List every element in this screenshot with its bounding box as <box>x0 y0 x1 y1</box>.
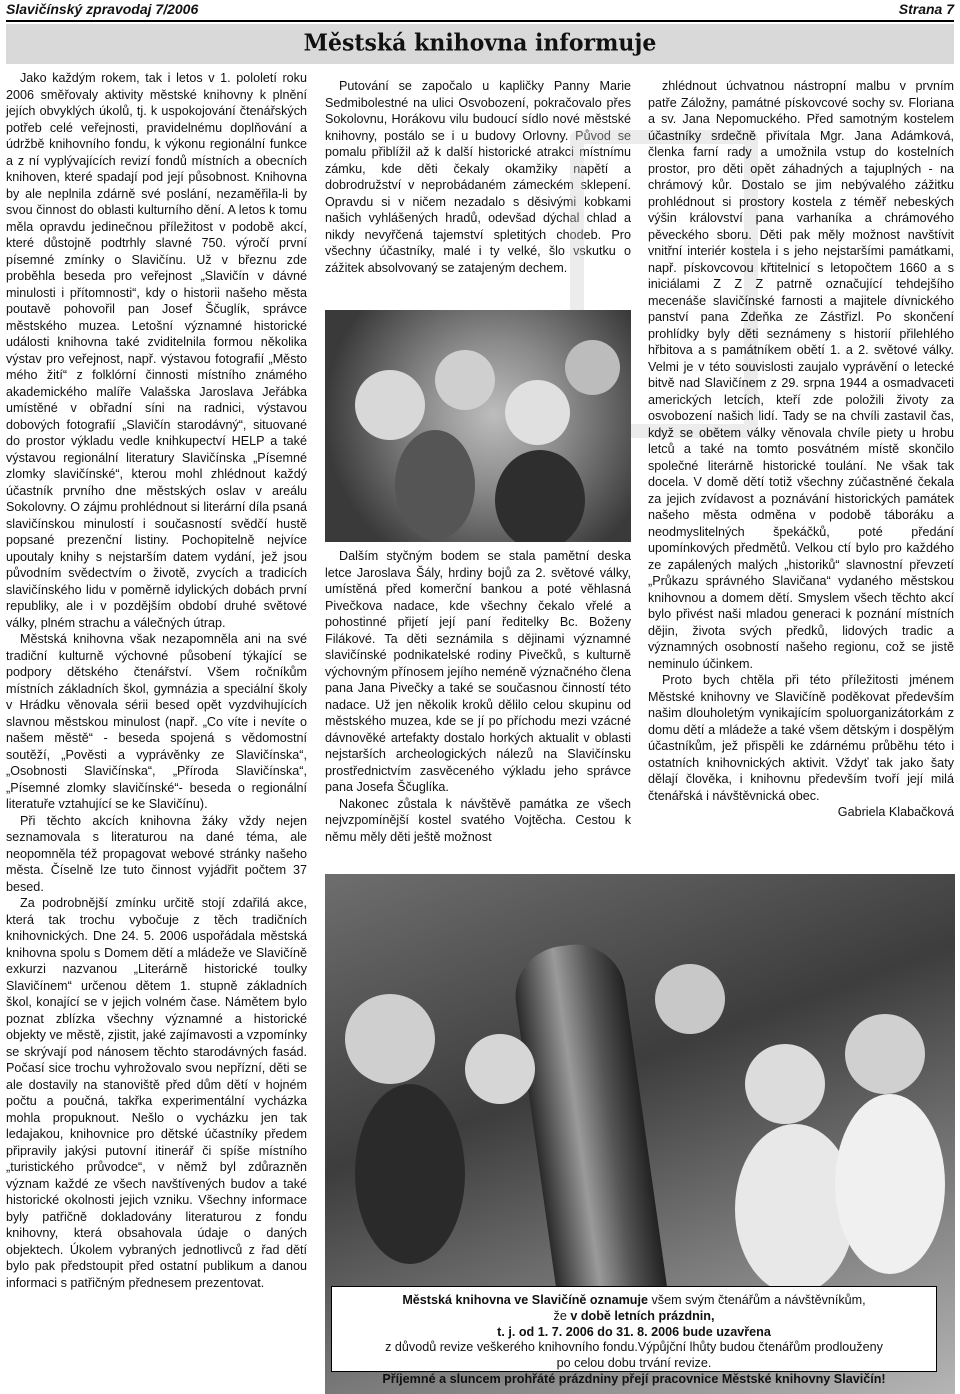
notice-text: všem svým čtenářům a návštěvníkům, <box>648 1293 866 1307</box>
notice-text: z důvodů revize veškerého knihovního fondu.Výpůjční lhůty budou čtenářům prodlouženy <box>385 1340 883 1355</box>
page-number: Strana 7 <box>898 1 954 17</box>
library-closure-notice <box>331 1286 937 1386</box>
notice-text: že <box>553 1308 571 1323</box>
notice-dates: t. j. od 1. 7. 2006 do 31. 8. 2006 bude uzavřena <box>497 1324 771 1339</box>
propeller-shape <box>509 938 671 1330</box>
paragraph: Jako každým rokem, tak i letos v 1. pololetí roku 2006 směřovaly aktivity městské knihovny k plnění jejích obvyklých úkolů, tj. k uspokojování čtenářských potřeb celé veřejnosti, pravidelnému doplňování a údržbě knihovního fondu, k výkonu regionální funkce a z ní vyplývajících revizí fondů místních a obecních knihoven, které spadají pod její působnost. Knihovna by ale neplnila zdárně své poslání, nezaměřila-li by svou činnost do oblasti kulturního dění. A letos k tomu měla opravdu jedinečnou příležitost v podobě akcí, které důstojně podtrhly slavné 750. výročí první písemné zmínky o Slavičínu. Už v březnu zde proběhla beseda pro veřejnost „Slavičín v dávné minulosti i přítomnosti“, kdy o historii našeho města poutavě pohovořil pan Josef Ščuglík, správce městského muzea. Letošní významné historické události knihovna také zviditelnila formou několika výstav pro veřejnost, např. výstavou fotografií „Město mého žití“ z folklórní činnosti místního známého akademického malíře Valašska Jaroslava Jeřábka umístěné v obřadní síni na radnici, výstavou dobových fotografií „Slavičín starodávný“, situované do prostor výkladu vedle knihkupectví HELP a také výstavou regionální literatury Slavičínska „Písemné zlomky slavičínské“, kterou mohl zhlédnout každý účastník prvního dne městských oslav v areálu Sokolovny. O zájmu prohlédnout si literární díla psaná slavičínskou minulostí i současností svědčí hustě popsané prezenční listiny. Pochopitelně nejvíce upoutaly knihy s nejstarším datem vydání, jež jsou původním svědectvím o životě, zvycích a tradicích slavičínského lidu v poměrně idylických dobách první republiky, ale i v pozdějším období druhé světové války, plném strachu a válečných útrap. <box>6 71 307 630</box>
section-banner <box>6 24 954 64</box>
paragraph: Za podrobnější zmínku určitě stojí zdařilá akce, která tak trochu vybočuje z těch tradičních knihovnických. Dne 24. 5. 2006 uspořádala městská knihovna spolu s Domem dětí a mládeže ve Slavičíně exkurzi nazvanou „Literárně historické toulky Slavičínem“ určenou dětem 1. stupně základních škol, konající se v jejich volném čase. Námětem bylo poznat zblízka všechny významné a historické objekty ve městě, zjistit, jaké zajímavosti a vzpomínky se skrývají pod nánosem těchto starodávných fasád. Počasí sice trochu vyhrožovalo svou nepřízní, děti se ale dostavily na stanoviště před dům dětí v hojném počtu a poučná, takřka experimentální vycházka mohla propuknout. Nešlo o vycházku jen tak ledajakou, knihovnice pro dětské účastníky předem připravily jakýsi putovní itinerář či spíše místního „turistického průvodce“, v němž byl zdůrazněn význam každé ze všech navštívených budov a také historické okolnosti jejich vzniku. Všechny informace byly patřičně dokladovány literaturou z fondu knihovny, která obsahovala údaje o daných objektech. Úkolem vybraných jednotlivců z řad dětí bylo pak předstoupit před ostatní publikum a danou informaci s patřičným přednesem prezentovat. <box>6 896 307 1290</box>
paragraph: Nakonec zůstala k návštěvě památka ze všech nejvzpomínější kostel svatého Vojtěcha. Cestou k němu měly děti ještě možnost <box>325 796 631 844</box>
paragraph: Proto bych chtěla při této příležitosti jménem Městské knihovny ve Slavičíně poděkovat především našim dlouholetým vynikajícím spoluorganizátorkám z domu dětí a mládeže a také všem dětským i dospělým účastníkům, jež přispěli ke zdárnému průběhu této i ostatních knihovnických aktivit. Vždyť tak jako šaty dělají člověka, i knihovnu především tvoří její milá čtenářská i návštěvnická obec. <box>648 673 954 803</box>
notice-line <box>340 1293 928 1309</box>
paragraph: Dalším styčným bodem se stala pamětní deska letce Jaroslava Šály, hrdiny bojů za 2. světové války, umístěná před komerční bankou a poté věhlasná Pivečkova nadace, kde všechny čekalo vřelé a pohostinné přijetí její paní ředitelky Bc. Boženy Filákové. Ta děti seznámila s dějinami významné slavičínské podnikatelské rodiny Pivečků, s kulturně výchovným přínosem jejího neméně význačného člena pana Jana Pivečky a také se současnou činností této nadace. Už jen několik kroků dělilo celou skupinu od městského muzea, kde se jí po příchodu mezi vzácné dávnověké artefakty dostalo horkých aktualit v oblasti nejstarších archeologických nálezů na Slavičínsku prostřednictvím zasvěceného výkladu jeho správce pana Josefa Ščuglíka. <box>325 549 631 794</box>
notice-emphasis: v době letních prázdnin, <box>570 1308 715 1323</box>
article-column-2-bottom <box>325 548 631 868</box>
header-rule <box>6 20 954 22</box>
section-title: Městská knihovna informuje <box>303 28 657 58</box>
publication-title: Slavičínský zpravodaj 7/2006 <box>6 1 199 17</box>
author-signature: Gabriela Klabačková <box>837 805 954 819</box>
article-column-1 <box>6 70 307 1370</box>
notice-heading: Městská knihovna ve Slavičíně oznamuje <box>402 1293 648 1307</box>
notice-greeting: Příjemné a sluncem prohřáté prázdniny přejí pracovnice Městské knihovny Slavičín! <box>382 1371 886 1386</box>
page-header <box>6 0 954 22</box>
paragraph: Při těchto akcích knihovna žáky vždy nejen seznamovala s literaturou na dané téma, ale neopomněla též propagovat webové stránky našeho města. Číselně lze tuto činnost vyjádřit počtem 37 besed. <box>6 813 307 894</box>
notice-text: po celou dobu trvání revize. <box>556 1356 712 1371</box>
paragraph: zhlédnout úchvatnou nástropní malbu v prvním patře Záložny, památné pískovcové sochy sv. Floriana a sv. Jana Nepomuckého. Před samotným kostelem účastníky srdečně přivítala Mgr. Jana Adámková, členka farní rady a umožnila vstup do kostelních prostor, pro děti opět záhadných a tajuplných - na chrámový kůr. Dostalo se jim nebývalého zážitku prohlédnout si prostory kostela z téměř nebeských výšin království pana varhaníka a chrámového pěveckého sboru. Děti pak měly možnost navštívit vnitřní interiér kostela i s jeho nejstaršími památkami, např. pískovcovou křtitelnicí s letopočtem 1660 a s iniciálami Z Z Z patrně označující tehdejšího mecenáše slavičínské farnosti a majitele dívnického panství pana Zdeňka ze Zástřizl. Po skončení prohlídky byly děti seznámeny s historií přilehlého hřbitova a s památníkem obětí 1. a 2. světové války. Velmi je v této souvislosti zaujalo vyprávění o letecké bitvě nad Slavičínem z 29. srpna 1944 a osmadvaceti amerických letcích, kteří zde položili životy za osvobození našich lidí. Tady se na chvíli zastavil čas, když se obětem války věnovala chvíle piety u hrobu letců a také na tomto posvátném místě skončilo společné literárně historické toulání. Ne však tak docela. V domě dětí totiž všechny zúčastněné čekala za jejich zvídavost a poznávání historických památek našeho města odměna v podobě táboráku a neodmyslitelných špekáčků, poté předání upomínkových předmětů. Velkou ctí bylo pro každého ze zapálených malých „historiků“ slavnostní převzetí „Průkazu správného Slavičana“ vydaného městskou knihovnou a domem dětí. Smyslem všech těchto akcí bylo přivést naši mladou generaci k poznání místních dějin, života svých předků, lidových tradic a významných osobností našeho regionu, což se jistě neminulo účinkem. <box>648 79 954 671</box>
paragraph: Městská knihovna však nezapomněla ani na své tradiční kulturně výchovné působení týkající se podpory dětského čtenářství. Všem ročníkům místních základních škol, gymnázia a speciální školy v Hrádku věnovala sérii besed opět vyzdvihujících slavnou městskou minulost (např. „Co víte i nevíte o našem městě“ - beseda spojená s vědomostní soutěží, „Pověsti a vyprávěnky ze Slavičínska“, „Osobnosti Slavičínska“, „Příroda Slavičínska“, „Písemné zlomky slavičínské“- beseda o regionální literatuře vztahující se ke Slavičínu). <box>6 632 307 811</box>
paragraph: Putování se započalo u kapličky Panny Marie Sedmibolestné na ulici Osvobození, pokračovalo přes Sokolovnu, Horákovu vilu budoucí sídlo nové městské knihovny, postálo se i u budovy Orlovny. Původ se pomalu přiblížil až k další historické atrakci místnímu zámku, kde děti čekaly okamžiky napětí a dobrodružství v neprobádaném zámeckém sklepení. Opravdu si v ničem nezadalo s děsivými kobkami našich vyhlášených hradů, odevšad dýchal chlad a nikdy nevyřčená tajemství spletitých chodeb. Pro všechny účastníky, malé i ty velké, šlo vskutku o zážitek absolvovaný se zatajeným dechem. <box>325 79 631 275</box>
notice-line <box>340 1309 928 1325</box>
article-column-3 <box>648 78 954 870</box>
children-group-photo <box>325 310 631 542</box>
